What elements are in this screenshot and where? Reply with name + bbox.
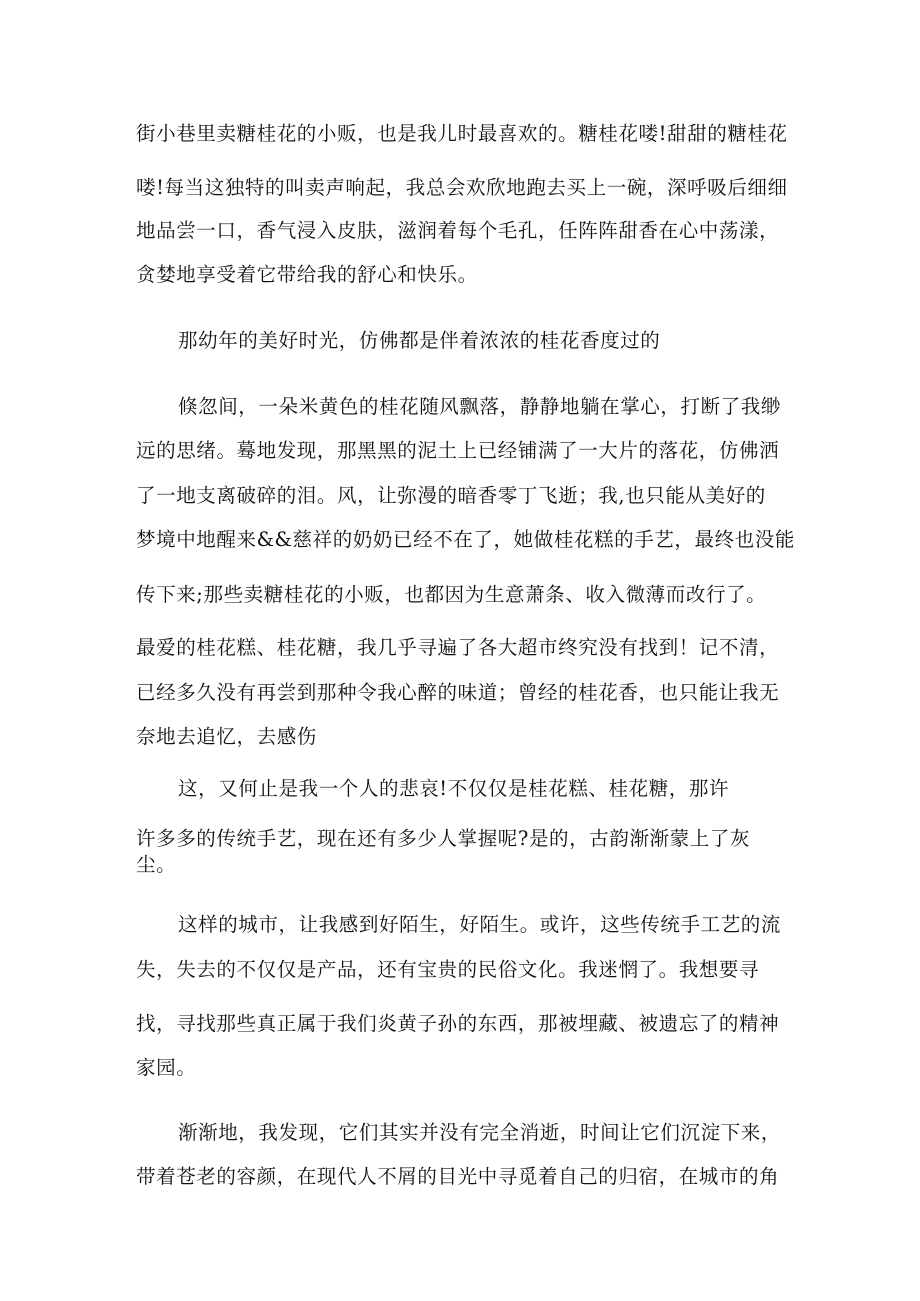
text-line: 最爱的桂花糕、桂花糖，我几乎寻遍了各大超市终究没有找到！记不清， (136, 636, 780, 659)
text-line: 传下来;那些卖糖桂花的小贩，也都因为生意萧条、收入微薄而改行了。 (136, 583, 767, 606)
text-line: 街小巷里卖糖桂花的小贩，也是我儿时最喜欢的。糖桂花喽!甜甜的糖桂花 (136, 122, 788, 145)
text-line: 远的思绪。蓦地发现，那黑黑的泥土上已经铺满了一大片的落花，仿佛洒 (136, 439, 780, 462)
text-line: 找，寻找那些真正属于我们炎黄子孙的东西，那被埋藏、被遗忘了的精神 (136, 1012, 780, 1035)
text-line: 家园。 (136, 1056, 197, 1079)
text-line: 带着苍老的容颜，在现代人不屑的目光中寻觅着自己的归宿，在城市的角 (136, 1165, 780, 1188)
text-line: 了一地支离破碎的泪。风，让弥漫的暗香零丁飞逝；我,也只能从美好的 (136, 484, 766, 507)
text-line: 地品尝一口，香气浸入皮肤，滋润着每个毛孔，任阵阵甜香在心中荡漾， (136, 219, 780, 242)
text-line: 这，又何止是我一个人的悲哀!不仅仅是桂花糕、桂花糖，那许 (178, 777, 730, 800)
text-line: 渐渐地，我发现，它们其实并没有完全消逝，时间让它们沉淀下来， (178, 1121, 782, 1144)
text-line: 那幼年的美好时光，仿佛都是伴着浓浓的桂花香度过的 (178, 329, 661, 352)
text-line: 这样的城市，让我感到好陌生，好陌生。或许，这些传统手工艺的流 (178, 913, 782, 936)
text-line: 贪婪地享受着它带给我的舒心和快乐。 (136, 263, 478, 286)
text-line: 已经多久没有再尝到那种令我心醉的味道；曾经的桂花香，也只能让我无 (136, 681, 780, 704)
text-line: 失，失去的不仅仅是产品，还有宝贵的民俗文化。我迷惘了。我想要寻 (136, 958, 760, 981)
text-line: 梦境中地醒来&&慈祥的奶奶已经不在了，她做桂花糕的手艺，最终也没能 (136, 528, 796, 551)
text-line: 尘。 (136, 853, 177, 876)
text-line: 喽!每当这独特的叫卖声响起，我总会欢欣地跑去买上一碗，深呼吸后细细 (136, 176, 788, 199)
text-line: 许多多的传统手艺，现在还有多少人掌握呢?是的，古韵渐渐蒙上了灰 (136, 827, 751, 850)
text-line: 奈地去追忆，去感伤 (136, 725, 317, 748)
text-line: 倏忽间，一朵米黄色的桂花随风飘落，静静地躺在掌心，打断了我缈 (178, 395, 782, 418)
